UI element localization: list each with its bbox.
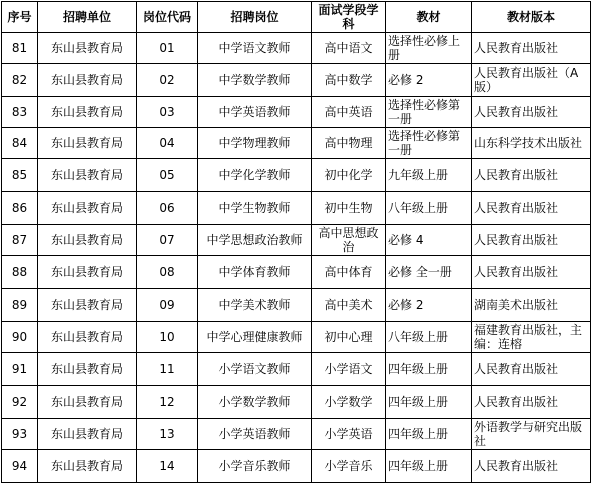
cell-position: 中学化学教师 [198, 159, 312, 192]
cell-subject: 高中体育 [312, 256, 386, 289]
table-row [2, 128, 591, 159]
cell-textbook-version: 湖南美术出版社 [472, 289, 591, 322]
header-subject: 面试学段学科 [312, 2, 386, 33]
header-position: 招聘岗位 [198, 2, 312, 33]
header-serial: 序号 [2, 2, 38, 33]
header-textbook: 教材 [386, 2, 472, 33]
cell-position: 中学语文教师 [198, 33, 312, 64]
cell-textbook-version: 人民教育出版社 [472, 256, 591, 289]
cell-serial: 86 [2, 192, 38, 225]
table-row [2, 353, 591, 386]
cell-position-code: 06 [137, 192, 198, 225]
cell-textbook: 必修 4 [386, 225, 472, 256]
table-body [2, 33, 591, 483]
cell-subject: 小学数学 [312, 386, 386, 419]
cell-subject: 高中思想政治 [312, 225, 386, 256]
cell-position-code: 09 [137, 289, 198, 322]
cell-subject: 高中英语 [312, 97, 386, 128]
cell-position: 中学美术教师 [198, 289, 312, 322]
cell-subject: 高中物理 [312, 128, 386, 159]
cell-textbook-version: 人民教育出版社（A版） [472, 64, 591, 97]
cell-position: 中学英语教师 [198, 97, 312, 128]
cell-unit: 东山县教育局 [38, 289, 137, 322]
cell-subject: 初中生物 [312, 192, 386, 225]
cell-subject: 高中数学 [312, 64, 386, 97]
cell-serial: 92 [2, 386, 38, 419]
header-position-code: 岗位代码 [137, 2, 198, 33]
cell-position: 中学心理健康教师 [198, 322, 312, 353]
table-row [2, 159, 591, 192]
cell-position-code: 12 [137, 386, 198, 419]
table-row [2, 64, 591, 97]
cell-unit: 东山县教育局 [38, 128, 137, 159]
cell-position-code: 08 [137, 256, 198, 289]
cell-unit: 东山县教育局 [38, 97, 137, 128]
cell-position: 中学思想政治教师 [198, 225, 312, 256]
cell-textbook: 必修 2 [386, 289, 472, 322]
cell-textbook: 选择性必修上册 [386, 33, 472, 64]
cell-serial: 93 [2, 419, 38, 450]
cell-subject: 小学英语 [312, 419, 386, 450]
cell-textbook: 四年级上册 [386, 450, 472, 483]
cell-unit: 东山县教育局 [38, 159, 137, 192]
cell-position-code: 02 [137, 64, 198, 97]
cell-unit: 东山县教育局 [38, 256, 137, 289]
cell-textbook-version: 人民教育出版社 [472, 225, 591, 256]
cell-position-code: 11 [137, 353, 198, 386]
cell-unit: 东山县教育局 [38, 322, 137, 353]
cell-position: 小学数学教师 [198, 386, 312, 419]
cell-position: 中学物理教师 [198, 128, 312, 159]
cell-textbook-version: 山东科学技术出版社 [472, 128, 591, 159]
cell-textbook: 选择性必修第一册 [386, 97, 472, 128]
cell-serial: 94 [2, 450, 38, 483]
table-row [2, 386, 591, 419]
cell-unit: 东山县教育局 [38, 225, 137, 256]
cell-textbook-version: 人民教育出版社 [472, 192, 591, 225]
cell-textbook: 四年级上册 [386, 353, 472, 386]
table-row [2, 97, 591, 128]
cell-serial: 81 [2, 33, 38, 64]
table-row [2, 322, 591, 353]
cell-unit: 东山县教育局 [38, 419, 137, 450]
table-row [2, 192, 591, 225]
table-row [2, 256, 591, 289]
cell-position: 中学体育教师 [198, 256, 312, 289]
cell-position: 小学英语教师 [198, 419, 312, 450]
cell-textbook: 四年级上册 [386, 419, 472, 450]
cell-serial: 87 [2, 225, 38, 256]
cell-position: 小学音乐教师 [198, 450, 312, 483]
cell-unit: 东山县教育局 [38, 33, 137, 64]
table-row [2, 419, 591, 450]
cell-position-code: 14 [137, 450, 198, 483]
cell-subject: 初中化学 [312, 159, 386, 192]
cell-textbook-version: 人民教育出版社 [472, 450, 591, 483]
cell-serial: 90 [2, 322, 38, 353]
header-unit: 招聘单位 [38, 2, 137, 33]
cell-textbook: 选择性必修第一册 [386, 128, 472, 159]
cell-textbook-version: 人民教育出版社 [472, 353, 591, 386]
cell-textbook: 四年级上册 [386, 386, 472, 419]
cell-subject: 小学语文 [312, 353, 386, 386]
cell-textbook: 八年级上册 [386, 322, 472, 353]
cell-textbook-version: 人民教育出版社 [472, 159, 591, 192]
cell-textbook: 九年级上册 [386, 159, 472, 192]
cell-textbook-version: 人民教育出版社 [472, 33, 591, 64]
recruitment-table [1, 1, 591, 483]
cell-unit: 东山县教育局 [38, 450, 137, 483]
table-row [2, 450, 591, 483]
cell-textbook-version: 福建教育出版社，主编：连榕 [472, 322, 591, 353]
cell-textbook-version: 外语教学与研究出版社 [472, 419, 591, 450]
cell-unit: 东山县教育局 [38, 192, 137, 225]
cell-unit: 东山县教育局 [38, 353, 137, 386]
cell-serial: 82 [2, 64, 38, 97]
table-row [2, 225, 591, 256]
cell-subject: 初中心理 [312, 322, 386, 353]
cell-unit: 东山县教育局 [38, 386, 137, 419]
cell-position: 中学数学教师 [198, 64, 312, 97]
cell-textbook: 必修 2 [386, 64, 472, 97]
cell-position: 中学生物教师 [198, 192, 312, 225]
cell-position: 小学语文教师 [198, 353, 312, 386]
cell-subject: 小学音乐 [312, 450, 386, 483]
cell-position-code: 07 [137, 225, 198, 256]
cell-position-code: 01 [137, 33, 198, 64]
cell-position-code: 13 [137, 419, 198, 450]
cell-subject: 高中美术 [312, 289, 386, 322]
cell-serial: 83 [2, 97, 38, 128]
cell-serial: 91 [2, 353, 38, 386]
table-row [2, 289, 591, 322]
header-row [2, 2, 591, 33]
cell-position-code: 03 [137, 97, 198, 128]
cell-textbook-version: 人民教育出版社 [472, 97, 591, 128]
cell-textbook-version: 人民教育出版社 [472, 386, 591, 419]
cell-subject: 高中语文 [312, 33, 386, 64]
cell-serial: 84 [2, 128, 38, 159]
cell-serial: 89 [2, 289, 38, 322]
cell-position-code: 04 [137, 128, 198, 159]
cell-unit: 东山县教育局 [38, 64, 137, 97]
header-textbook-version: 教材版本 [472, 2, 591, 33]
cell-position-code: 05 [137, 159, 198, 192]
table-row [2, 33, 591, 64]
cell-textbook: 八年级上册 [386, 192, 472, 225]
cell-textbook: 必修 全一册 [386, 256, 472, 289]
cell-position-code: 10 [137, 322, 198, 353]
cell-serial: 85 [2, 159, 38, 192]
cell-serial: 88 [2, 256, 38, 289]
